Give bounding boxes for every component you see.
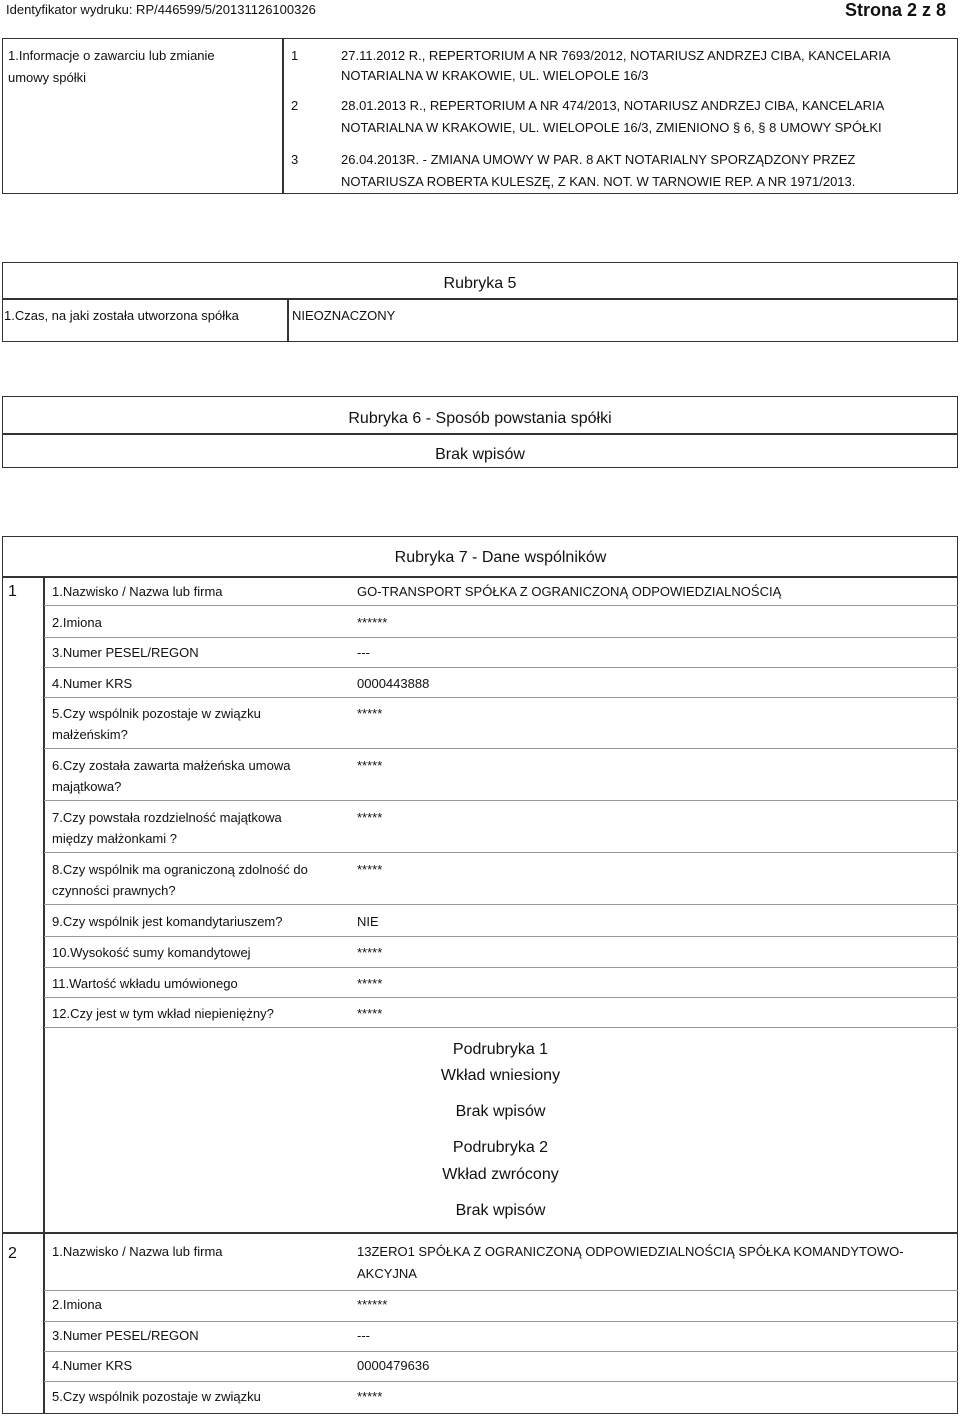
field-value: ***** bbox=[357, 945, 383, 960]
field-value: ****** bbox=[357, 1297, 388, 1312]
field-value: GO-TRANSPORT SPÓŁKA Z OGRANICZONĄ ODPOWIEDZIALNOŚCIĄ bbox=[357, 584, 782, 599]
contract-info-label: 1.Informacje o zawarciu lub zmianie bbox=[8, 48, 215, 63]
field-label: 10.Wysokość sumy komandytowej bbox=[52, 945, 251, 960]
page-number: Strona 2 z 8 bbox=[844, 0, 946, 20]
field-label: 5.Czy wspólnik pozostaje w związku bbox=[52, 1389, 261, 1404]
contract-entry-text: 28.01.2013 R., REPERTORIUM A NR 474/2013, NOTARIUSZ ANDRZEJ CIBA, KANCELARIA bbox=[341, 98, 885, 113]
field-label: 12.Czy jest w tym wkład niepieniężny? bbox=[52, 1006, 274, 1021]
field-label: 6.Czy została zawarta małżeńska umowa bbox=[52, 758, 291, 773]
field-value: --- bbox=[357, 1328, 370, 1343]
field-value: ***** bbox=[357, 976, 383, 991]
field-value: ***** bbox=[357, 862, 383, 877]
field-label-cont: między małżonkami ? bbox=[52, 831, 177, 846]
contract-entry-no: 2 bbox=[291, 98, 299, 113]
rubryka6-empty: Brak wpisów bbox=[435, 446, 525, 463]
field-value: --- bbox=[357, 645, 370, 660]
field-label: 7.Czy powstała rozdzielność majątkowa bbox=[52, 810, 282, 825]
field-value: ***** bbox=[357, 706, 383, 721]
sub2-subtitle: Wkład zwrócony bbox=[442, 1166, 559, 1183]
field-value: ***** bbox=[357, 1389, 383, 1404]
contract-entry-no: 3 bbox=[291, 152, 299, 167]
rubryka5-value: NIEOZNACZONY bbox=[292, 308, 396, 323]
field-label: 1.Nazwisko / Nazwa lub firma bbox=[52, 1244, 223, 1259]
contract-entry-text: NOTARIUSZA ROBERTA KULESZĘ, Z KAN. NOT. W TARNOWIE REP. A NR 1971/2013. bbox=[341, 174, 856, 189]
partner-number: 2 bbox=[8, 1245, 17, 1262]
field-label: 1.Nazwisko / Nazwa lub firma bbox=[52, 584, 223, 599]
field-label: 8.Czy wspólnik ma ograniczoną zdolność do bbox=[52, 862, 308, 877]
sub2-empty: Brak wpisów bbox=[455, 1202, 546, 1219]
rubryka6-title: Rubryka 6 - Sposób powstania spółki bbox=[348, 410, 612, 427]
field-value: 0000443888 bbox=[357, 676, 430, 691]
sub1-subtitle: Wkład wniesiony bbox=[440, 1067, 561, 1084]
field-value: NIE bbox=[357, 914, 379, 929]
field-label-cont: małżeńskim? bbox=[52, 727, 128, 742]
field-value: ***** bbox=[357, 810, 383, 825]
field-label: 2.Imiona bbox=[52, 1297, 102, 1312]
contract-info-label-cont: umowy spółki bbox=[8, 70, 87, 85]
rubryka7-title: Rubryka 7 - Dane wspólników bbox=[394, 549, 607, 566]
field-value: ****** bbox=[357, 615, 388, 630]
sub1-title: Podrubryka 1 bbox=[452, 1041, 549, 1058]
contract-entry-no: 1 bbox=[291, 48, 299, 63]
field-label: 3.Numer PESEL/REGON bbox=[52, 1328, 199, 1343]
field-value: 0000479636 bbox=[357, 1358, 430, 1373]
contract-entry-text: 26.04.2013R. - ZMIANA UMOWY W PAR. 8 AKT NOTARIALNY SPORZĄDZONY PRZEZ bbox=[341, 152, 856, 167]
contract-entry-text: 27.11.2012 R., REPERTORIUM A NR 7693/2012, NOTARIUSZ ANDRZEJ CIBA, KANCELARIA bbox=[341, 48, 891, 63]
field-label: 4.Numer KRS bbox=[52, 1358, 133, 1373]
rubryka5-title: Rubryka 5 bbox=[443, 275, 517, 292]
field-label-cont: majątkowa? bbox=[52, 779, 122, 794]
field-value: 13ZERO1 SPÓŁKA Z OGRANICZONĄ ODPOWIEDZIALNOŚCIĄ SPÓŁKA KOMANDYTOWO- bbox=[357, 1244, 904, 1259]
field-value: ***** bbox=[357, 758, 383, 773]
field-label: 9.Czy wspólnik jest komandytariuszem? bbox=[52, 914, 283, 929]
partner-number: 1 bbox=[8, 583, 17, 600]
field-value: ***** bbox=[357, 1006, 383, 1021]
print-identifier: Identyfikator wydruku: RP/446599/5/20131126100326 bbox=[6, 2, 316, 17]
field-label: 11.Wartość wkładu umówionego bbox=[52, 976, 238, 991]
contract-entry-text: NOTARIALNA W KRAKOWIE, UL. WIELOPOLE 16/3 bbox=[341, 68, 649, 83]
field-label: 5.Czy wspólnik pozostaje w związku bbox=[52, 706, 261, 721]
field-label: 3.Numer PESEL/REGON bbox=[52, 645, 199, 660]
field-label: 4.Numer KRS bbox=[52, 676, 133, 691]
field-label: 2.Imiona bbox=[52, 615, 102, 630]
field-value-cont: AKCYJNA bbox=[357, 1266, 417, 1281]
rubryka5-label: 1.Czas, na jaki została utworzona spółka bbox=[4, 308, 239, 323]
contract-entry-text: NOTARIALNA W KRAKOWIE, UL. WIELOPOLE 16/3, ZMIENIONO § 6, § 8 UMOWY SPÓŁKI bbox=[341, 120, 882, 135]
field-label-cont: czynności prawnych? bbox=[52, 883, 176, 898]
sub2-title: Podrubryka 2 bbox=[452, 1139, 549, 1156]
sub1-empty: Brak wpisów bbox=[455, 1103, 546, 1120]
